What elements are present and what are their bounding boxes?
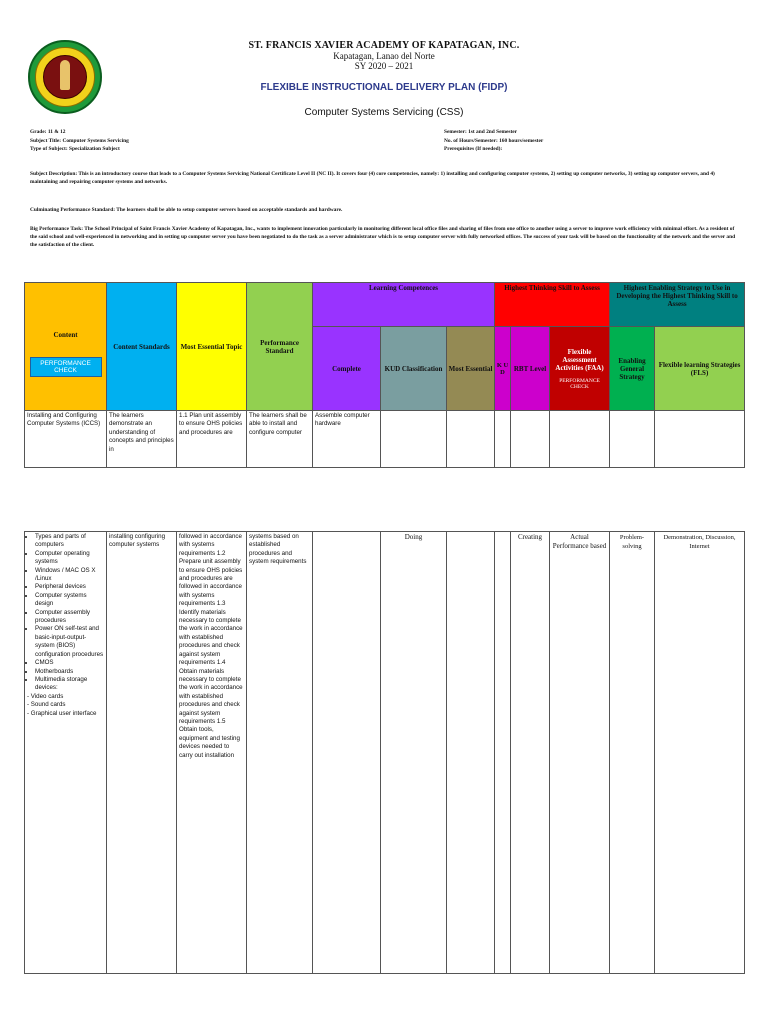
performance-check-badge: PERFORMANCE CHECK (30, 357, 102, 377)
header-most-essential-topic: Most Essential Topic (177, 283, 247, 411)
header-kud: K U D (495, 327, 511, 411)
content-sub-item: - Sound cards (27, 701, 66, 709)
content-sub-item: - Video cards (27, 692, 64, 700)
prerequisites-text: Prerequisites (If needed): (444, 146, 503, 152)
row2-complete (313, 532, 381, 974)
row2-performance-standard: systems based on established procedures and system requirements (247, 532, 313, 974)
fidp-table-top (24, 282, 745, 468)
content-list-item: • Computer operating systems (35, 550, 104, 567)
meta-right (444, 128, 744, 154)
header-highest-enabling: Highest Enabling Strategy to Use in Developing the Highest Thinking Skill to Assess (610, 283, 745, 327)
content-list-item: • Windows / MAC OS X /Linux (35, 567, 104, 584)
header-most-essential: Most Essential (447, 327, 495, 411)
school-year: SY 2020 – 2021 (354, 61, 414, 71)
row1-content: Installing and Configuring Computer Systems (ICCS) (25, 411, 107, 468)
row1-kud-classification (381, 411, 447, 468)
plan-title: FLEXIBLE INSTRUCTIONAL DELIVERY PLAN (FIDP) (260, 82, 508, 93)
header-fls: Flexible learning Strategies (FLS) (655, 327, 745, 411)
culminating-standard: Culminating Performance Standard: The learners shall be able to setup computer servers based on acceptable standards and hardware. (30, 207, 343, 213)
content-list-item: • Peripheral devices (35, 583, 104, 591)
content-sub-item: - Graphical user interface (27, 709, 97, 717)
content-list-item: • Motherboards (35, 668, 104, 676)
row2-kud (495, 532, 511, 974)
meta-left (30, 128, 330, 154)
header-complete: Complete (313, 327, 381, 411)
row1-content-standards: The learners demonstrate an understanding of concepts and principles in (107, 411, 177, 468)
row2-faa: Actual Performance based (550, 532, 610, 974)
content-list-item: • Multimedia storage devices: (35, 676, 104, 693)
row2-topic: followed in accordance with systems requirements 1.2 Prepare unit assembly to ensure OHS policies and procedures are followed in accordance with systems requirements 1.3 Identify materials necessary to complete the work in accordance with established procedures and check against system requirements 1.4 Obtain materials necessary to complete the work in accordance with established procedures and check against system requirements 1.5 Obtain tools, equipment and testing devices needed to carry out installation (177, 532, 247, 974)
row1-complete: Assemble computer hardware (313, 411, 381, 468)
header-faa: Flexible Assessment Activities (FAA) PERFORMANCE CHECK (550, 327, 610, 411)
header-highest-thinking: Highest Thinking Skill to Assess (495, 283, 610, 327)
subject-title-text: Subject Title: Computer Systems Servicing (30, 137, 129, 144)
subject-type-text: Type of Subject: Specialization Subject (30, 146, 120, 152)
content-topic-list (27, 533, 104, 693)
row2-fls: Demonstration, Discussion, Internet (655, 532, 745, 974)
school-name: ST. FRANCIS XAVIER ACADEMY OF KAPATAGAN, INC. (248, 40, 520, 51)
row2-enabling: Problem-solving (610, 532, 655, 974)
fidp-table-continued (24, 531, 745, 974)
content-list-item: • Types and parts of computers (35, 533, 104, 550)
row2-content-standards: installing configuring computer systems (107, 532, 177, 974)
row1-fls (655, 411, 745, 468)
header-performance-standard: Performance Standard (247, 283, 313, 411)
header-learning-competences: Learning Competences (313, 283, 495, 327)
hours-text: No. of Hours/Semester: 160 hours/semester (444, 137, 544, 144)
header-kud-classification: KUD Classification (381, 327, 447, 411)
row2-content (25, 532, 107, 974)
row1-topic: 1.1 Plan unit assembly to ensure OHS policies and procedures are (177, 411, 247, 468)
grade-text: Grade: 11 & 12 (30, 129, 66, 135)
course-title: Computer Systems Servicing (CSS) (304, 107, 464, 118)
header-enabling-general: Enabling General Strategy (610, 327, 655, 411)
row1-faa (550, 411, 610, 468)
content-list-item: • Computer assembly procedures (35, 609, 104, 626)
content-list-item: • CMOS (35, 659, 104, 667)
row2-rbt: Creating (511, 532, 550, 974)
row1-kud (495, 411, 511, 468)
row1-performance-standard: The learners shall be able to install and configure computer (247, 411, 313, 468)
header-rbt-level: RBT Level (511, 327, 550, 411)
row1-rbt (511, 411, 550, 468)
content-list-item: • Power ON self-test and basic-input-output-system (BIOS) configuration procedures (35, 625, 104, 659)
row1-most-essential (447, 411, 495, 468)
faa-performance-check: PERFORMANCE CHECK (559, 377, 600, 390)
row2-most-essential (447, 532, 495, 974)
semester-text: Semester: 1st and 2nd Semester (444, 129, 518, 135)
school-address: Kapatagan, Lanao del Norte (333, 51, 435, 61)
row1-enabling (610, 411, 655, 468)
subject-description: Subject Description: This is an introductory course that leads to a Computer Systems Servicing National Certificate Level II (NC II). It covers four (4) core competencies, namely: 1) installing and configuring computer systems, 2) setting up computer networks, 3) setting up computer servers, and 4) maintaining and repairing computer systems and networks. (30, 171, 715, 185)
big-performance-task: Big Performance Task: The School Principal of Saint Francis Xavier Academy of Kapatagan, Inc., wants to implement innovation particularly in monitoring different local office files and sharing of files from one office to another using a server to improve work efficiency with minimal effort. As a resident of the said school and well-experienced in networking and in setting up computer server you have been negotiated to do the task as a server administrator which is to setup computer server with fully networked offices. The success of your task will be based on the functionality of the network and the server and the satisfaction of the client. (30, 226, 736, 248)
content-sub-list (27, 693, 104, 718)
header-content: Content PERFORMANCE CHECK (25, 283, 107, 411)
header-content-standards: Content Standards (107, 283, 177, 411)
row2-kud-classification: Doing (381, 532, 447, 974)
content-list-item: • Computer systems design (35, 592, 104, 609)
